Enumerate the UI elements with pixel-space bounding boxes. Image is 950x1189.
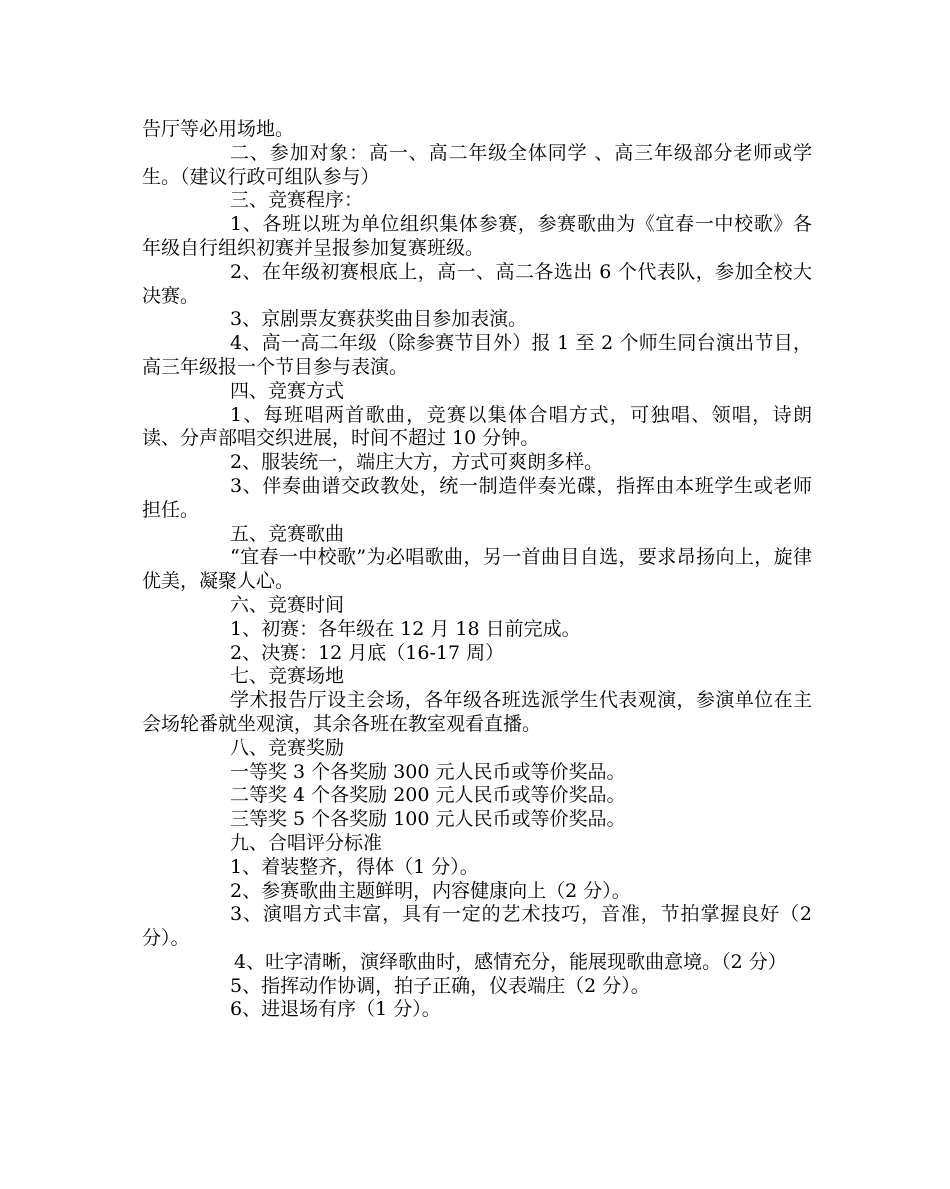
paragraph-criteria-5: 5、指挥动作协调，拍子正确，仪表端庄（2 分）。 <box>230 974 650 997</box>
heading-competition-procedure: 三、竞赛程序： <box>230 189 364 212</box>
paragraph-award-first: 一等奖 3 个各奖励 300 元人民币或等价奖品。 <box>230 760 626 783</box>
heading-scoring-criteria: 九、合唱评分标准 <box>230 831 383 854</box>
paragraph-procedure-2: 2、在年级初赛根底上，高一、高二各选出 6 个代表队，参加全校大决赛。 <box>142 260 812 307</box>
paragraph-criteria-6: 6、进退场有序（1 分）。 <box>230 998 441 1021</box>
paragraph-venue: 学术报告厅设主会场，各年级各班选派学生代表观演，参演单位在主会场轮番就坐观演，其余各班在教室观看直播。 <box>142 689 812 735</box>
paragraph-format-1: 1、每班唱两首歌曲，竞赛以集体合唱方式，可独唱、领唱，诗朗读、分声部唱交织进展，时间不超过 10 分钟。 <box>142 403 812 450</box>
heading-competition-venue: 七、竞赛场地 <box>230 665 345 688</box>
paragraph-procedure-4: 4、高一高二年级（除参赛节目外）报 1 至 2 个师生同台演出节目，高三年级报一个节目参与表演。 <box>142 332 812 378</box>
paragraph-criteria-3: 3、演唱方式丰富，具有一定的艺术技巧，音准，节拍掌握良好（2 分）。 <box>142 903 819 950</box>
paragraph-venue-continuation: 告厅等必用场地。 <box>142 118 295 140</box>
paragraph-format-3: 3、伴奏曲谱交政教处，统一制造伴奏光碟，指挥由本班学生或老师担任。 <box>142 474 812 521</box>
paragraph-criteria-2: 2、参赛歌曲主题鲜明，内容健康向上（2 分）。 <box>230 879 631 902</box>
paragraph-format-2: 2、服装统一，端庄大方，方式可爽朗多样。 <box>230 451 604 474</box>
paragraph-award-second: 二等奖 4 个各奖励 200 元人民币或等价奖品。 <box>230 784 626 807</box>
paragraph-procedure-1: 1、各班以班为单位组织集体参赛，参赛歌曲为《宜春一中校歌》各年级自行组织初赛并呈报参加复赛班级。 <box>142 213 812 259</box>
paragraph-criteria-4: 4、吐字清晰，演绎歌曲时，感情充分，能展现歌曲意境。（2 分） <box>234 950 787 973</box>
paragraph-criteria-1: 1、着装整齐，得体（1 分）。 <box>230 855 479 878</box>
paragraph-songs: “宜春一中校歌”为必唱歌曲，另一首曲目自选，要求昂扬向上，旋律优美，凝聚人心。 <box>142 546 812 593</box>
paragraph-participants: 二、参加对象：高一、高二年级全体同学 、高三年级部分老师或学生。（建议行政可组队参与） <box>142 141 812 188</box>
paragraph-time-2: 2、决赛：12 月底（16-17 周） <box>230 641 505 664</box>
document-body <box>142 118 819 1022</box>
paragraph-procedure-3: 3、京剧票友赛获奖曲目参加表演。 <box>230 308 528 331</box>
paragraph-award-third: 三等奖 5 个各奖励 100 元人民币或等价奖品。 <box>230 808 626 831</box>
paragraph-time-1: 1、初赛：各年级在 12 月 18 日前完成。 <box>230 617 581 640</box>
heading-competition-time: 六、竞赛时间 <box>230 593 345 616</box>
heading-competition-songs: 五、竞赛歌曲 <box>230 522 345 545</box>
heading-competition-awards: 八、竞赛奖励 <box>230 736 345 759</box>
heading-competition-format: 四、竞赛方式 <box>230 379 345 402</box>
